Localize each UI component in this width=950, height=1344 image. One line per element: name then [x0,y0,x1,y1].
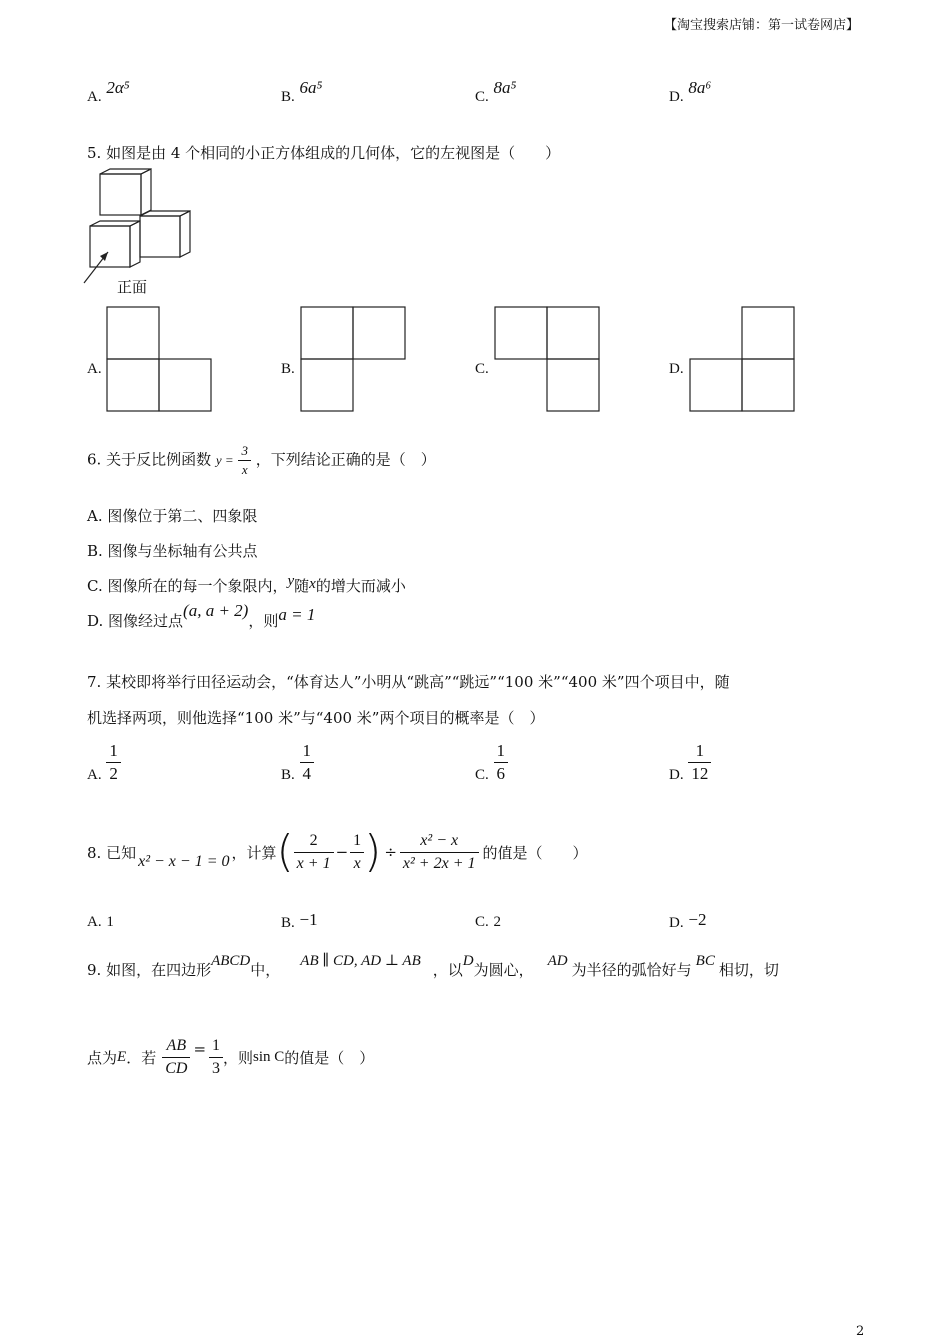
q8-stem: 8. 已知 x² − x − 1 = 0 ，计算 ( $\frac{2}{x + 1}$ − $\frac{1}{x}$ ) ÷ $\frac{\text{x² − x}}{\text{x² + 2x + 1}}$ 的值是（ ） [87,826,588,877]
q5-option-a-figure [106,306,212,412]
q5-option-a-label: A. [87,361,102,377]
q8-option-b: B. −1 [281,910,318,931]
q5-option-d-label: D. [669,361,684,377]
q7-line1: 7. 某校即将举行田径运动会，“体育达人”小明从“跳高”“跳远”“100 米”“400 米”四个项目中，随 [87,673,730,691]
q4-option-a: A. 2α⁵ [87,78,130,105]
q4-option-b: B. 6a⁵ [281,78,323,105]
q5-option-c-figure [494,306,600,412]
q8-option-d: D. −2 [669,910,707,931]
q6-option-d: D. 图像经过点(a, a + 2)，则a = 1 [87,601,316,630]
q5-solid-figure [80,168,200,288]
q7-option-b: B. $\frac{1}{4}$ [281,740,314,785]
q9-line1: 9. 如图，在四边形ABCD中， AB ∥ CD, AD ⊥ AB ，以D为圆心， AD 为半径的弧恰好与 BC 相切，切 [87,953,779,979]
q6-option-b: B. 图像与坐标轴有公共点 [87,542,258,560]
q6-option-a: A. 图像位于第二、四象限 [87,507,258,525]
q6-stem: 6. 关于反比例函数 y = $\frac{3}{x}$ ，下列结论正确的是（ ） [87,443,436,477]
q7-option-d: D. $\frac{1}{12}$ [669,740,711,785]
q5-option-b-figure [300,306,406,412]
q5-stem: 5. 如图是由 4 个相同的小正方体组成的几何体，它的左视图是（ ） [87,144,561,162]
q8-option-c: C. 2 [475,914,502,930]
q4-option-d: D. 8a⁶ [669,78,712,105]
q7-option-c: C. $\frac{1}{6}$ [475,740,508,785]
q7-option-a: A. $\frac{1}{2}$ [87,740,121,785]
q7-line2: 机选择两项，则他选择“100 米”与“400 米”两个项目的概率是（ ） [87,709,545,727]
q4-option-c: C. 8a⁵ [475,78,517,105]
page-number: 2 [856,1324,865,1339]
q9-line2: 点为 E ．若 $\frac{AB}{CD}$ = $\frac{1}{3}$ ，则 sin C 的值是（ ） [87,1036,375,1077]
q8-option-a: A. 1 [87,914,114,930]
shop-header: 【淘宝搜索店铺：第一试卷网店】 [664,18,860,33]
front-label: 正面 [117,278,148,296]
q5-option-c-label: C. [475,361,489,377]
q6-option-c: C. 图像所在的每一个象限内，y随x的增大而减小 [87,573,406,595]
q5-option-b-label: B. [281,361,295,377]
q5-option-d-figure [689,306,795,412]
